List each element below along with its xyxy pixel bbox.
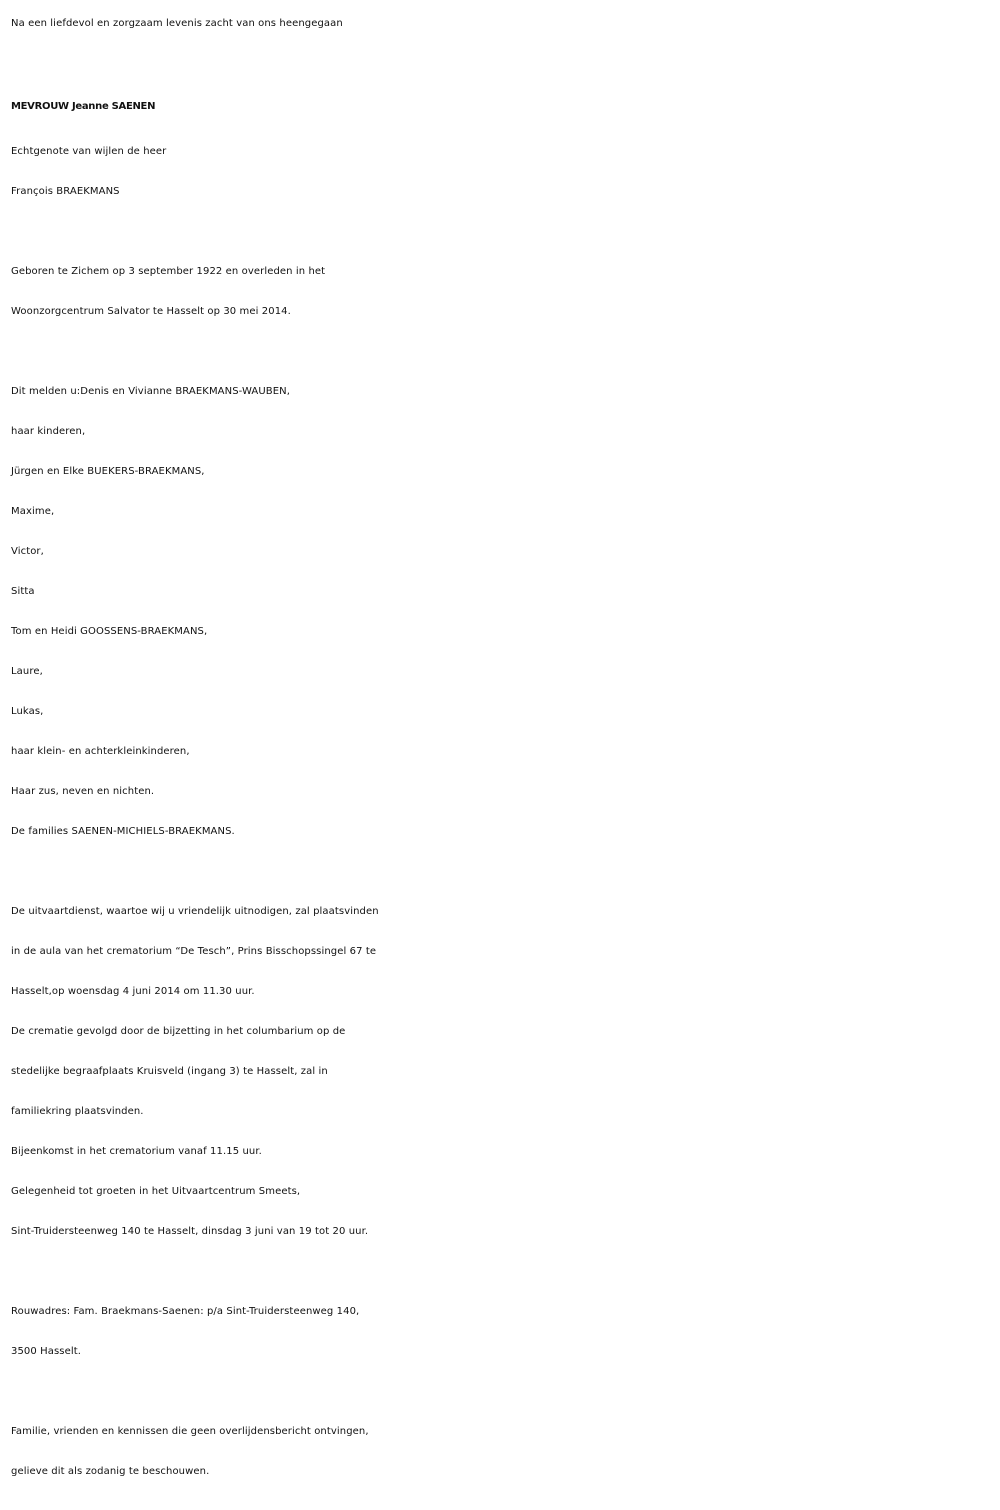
ceremony-line: Hasselt,op woensdag 4 juni 2014 om 11.30 uur.: [11, 986, 255, 997]
ceremony-line: Bijeenkomst in het crematorium vanaf 11.15 uur.: [11, 1146, 262, 1157]
family-line: Victor,: [11, 546, 44, 557]
ceremony-line: De crematie gevolgd door de bijzetting in het columbarium op de: [11, 1026, 346, 1037]
ceremony-line: in de aula van het crematorium “De Tesch”, Prins Bisschopssingel 67 te: [11, 946, 377, 957]
family-line: Haar zus, neven en nichten.: [11, 786, 155, 797]
ceremony-line: Sint-Truidersteenweg 140 te Hasselt, dinsdag 3 juni van 19 tot 20 uur.: [11, 1226, 369, 1237]
paragraph-gap: [11, 852, 991, 892]
address-line: 3500 Hasselt.: [11, 1346, 82, 1357]
paragraph-gap: [11, 1252, 991, 1292]
obituary-notice: [11, 4, 991, 1492]
paragraph-gap: [11, 212, 991, 252]
ceremony-section: [11, 892, 991, 1252]
paragraph-gap: [11, 1372, 991, 1412]
family-line: Tom en Heidi GOOSSENS-BRAEKMANS,: [11, 626, 208, 637]
family-line: Laure,: [11, 666, 43, 677]
birth-death-line: Woonzorgcentrum Salvator te Hasselt op 30 mei 2014.: [11, 306, 291, 317]
ceremony-line: familiekring plaatsvinden.: [11, 1106, 144, 1117]
family-line: Lukas,: [11, 706, 44, 717]
address-section: [11, 1292, 991, 1372]
family-line: De families SAENEN-MICHIELS-BRAEKMANS.: [11, 826, 235, 837]
family-line: Maxime,: [11, 506, 55, 517]
family-line: haar kinderen,: [11, 426, 86, 437]
birth-death-line: Geboren te Zichem op 3 september 1922 en overleden in het: [11, 266, 326, 277]
family-line: Jürgen en Elke BUEKERS-BRAEKMANS,: [11, 466, 205, 477]
family-line: Sitta: [11, 586, 35, 597]
paragraph-gap: [11, 332, 991, 372]
family-line: Dit melden u:Denis en Vivianne BRAEKMANS-WAUBEN,: [11, 386, 290, 397]
family-line: haar klein- en achterkleinkinderen,: [11, 746, 190, 757]
deceased-name: MEVROUW Jeanne SAENEN: [11, 101, 156, 112]
spouse-line: Echtgenote van wijlen de heer: [11, 146, 167, 157]
ceremony-line: stedelijke begraafplaats Kruisveld (ingang 3) te Hasselt, zal in: [11, 1066, 328, 1077]
birth-death-section: [11, 252, 991, 332]
ceremony-line: Gelegenheid tot groeten in het Uitvaartcentrum Smeets,: [11, 1186, 301, 1197]
spouse-line: François BRAEKMANS: [11, 186, 120, 197]
ceremony-line: De uitvaartdienst, waartoe wij u vriendelijk uitnodigen, zal plaatsvinden: [11, 906, 379, 917]
intro-line: Na een liefdevol en zorgzaam levenis zacht van ons heengegaan: [11, 18, 343, 29]
spouse-section: [11, 132, 991, 212]
family-section: [11, 372, 991, 852]
closing-line: gelieve dit als zodanig te beschouwen.: [11, 1466, 210, 1477]
closing-line: Familie, vrienden en kennissen die geen overlijdensbericht ontvingen,: [11, 1426, 369, 1437]
closing-section: [11, 1412, 991, 1492]
address-line: Rouwadres: Fam. Braekmans-Saenen: p/a Sint-Truidersteenweg 140,: [11, 1306, 360, 1317]
